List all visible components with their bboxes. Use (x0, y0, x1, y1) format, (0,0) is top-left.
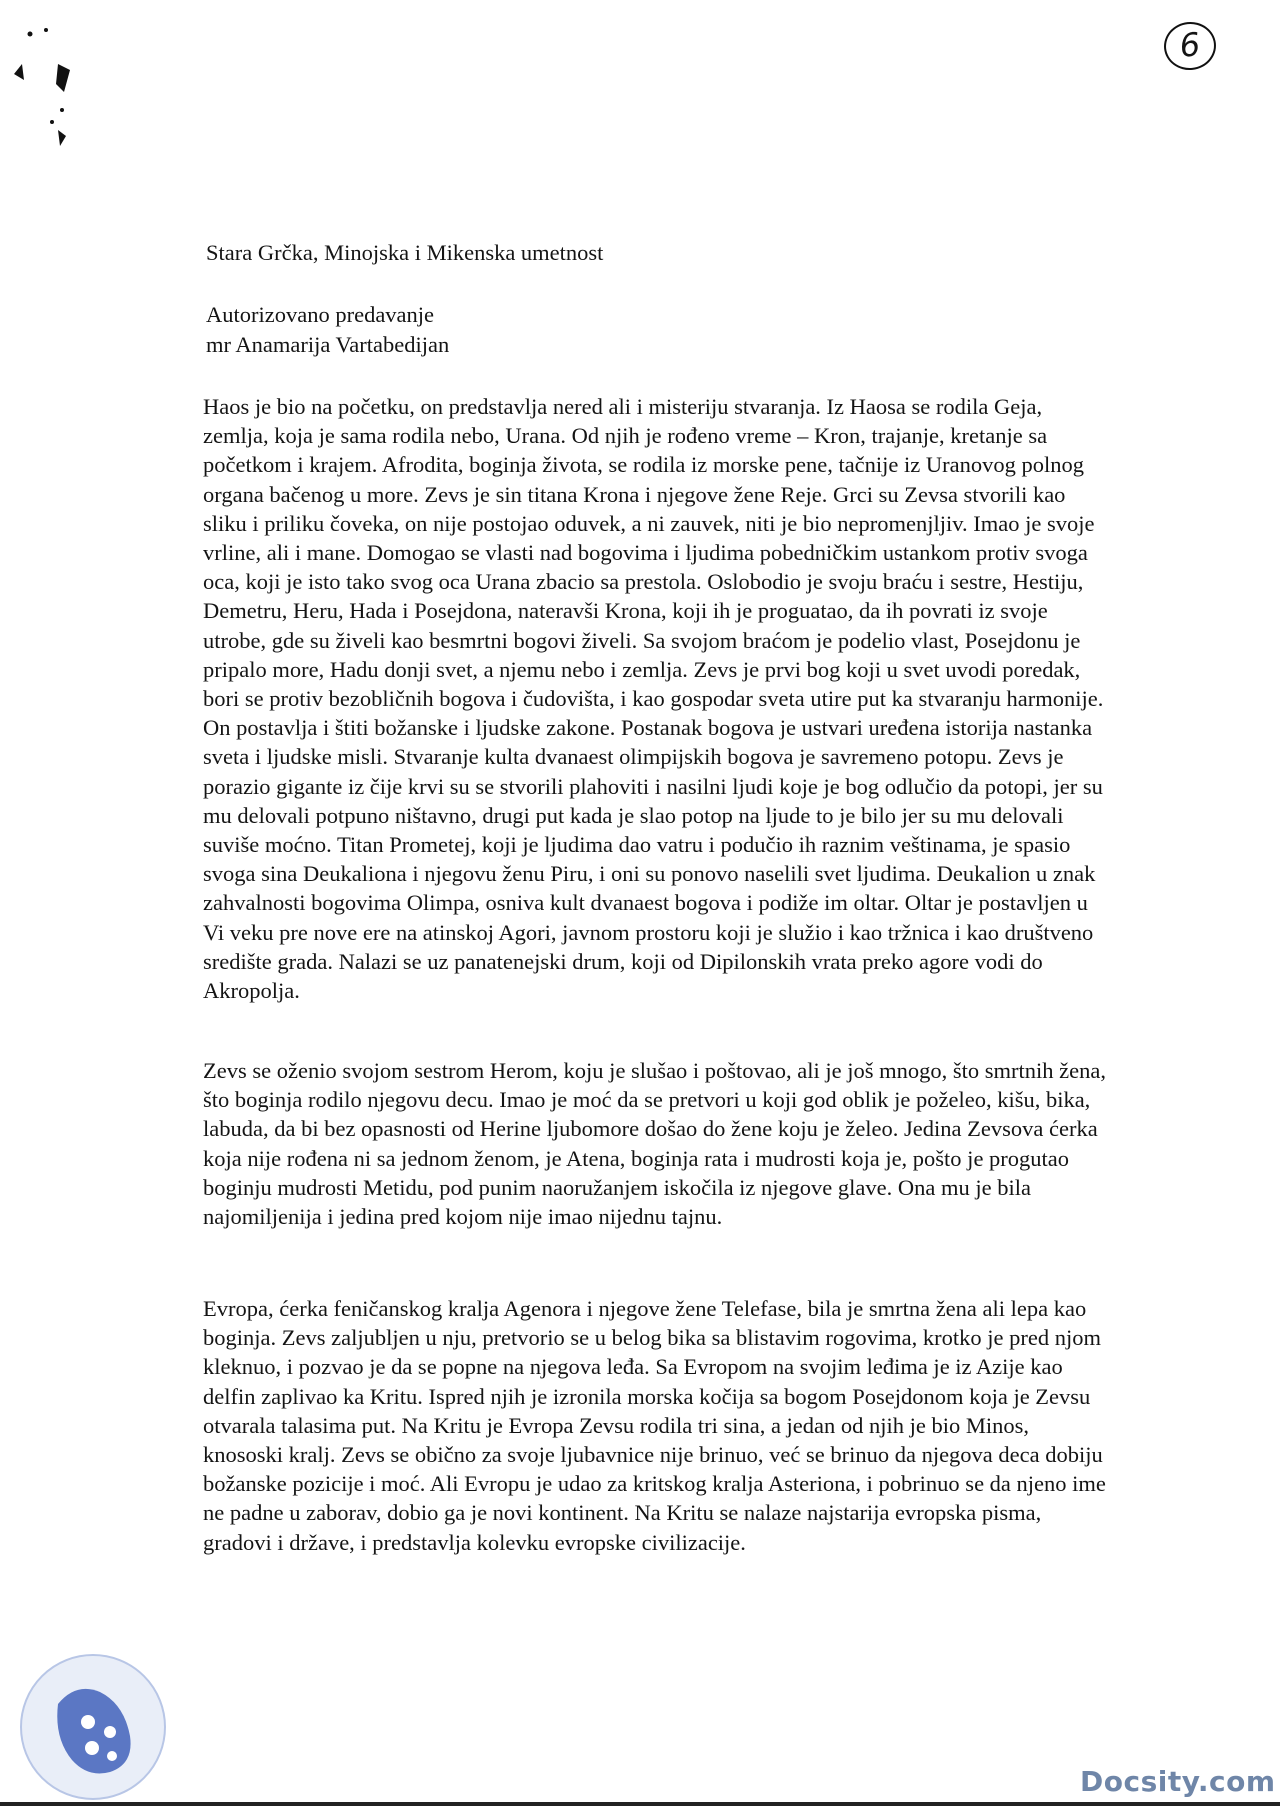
paragraph-europa: Evropa, ćerka feničanskog kralja Agenora i njegove žene Telefase, bila je smrtna žena ali lepa kao boginja. Zevs zaljubljen u nju, pretvorio se u belog bika sa blistavim rogovima, krotko je pred njom kleknuo, i pozvao je da se popne na njegova leđa. Sa Evropom na svojim leđima je iz Azije kao delfin zaplivao ka Kritu. Ispred njih je izronila morska kočija sa bogom Posejdonom koja je Zevsu otvarala talasima put. Na Kritu je Evropa Zevsu rodila tri sina, a jedan od njih je bio Minos, knososki kralj. Zevs se obično za svoje ljubavnice nije brinuo, već se brinuo da njegova deca dobiju božanske pozicije i moć. Ali Evropu je udao za kritskog kralja Asteriona, i pobrinuo se da njeno ime ne padne u zaborav, dobio ga je novi kontinent. Na Kritu se nalaze najstarija evropska pisma, gradovi i države, i predstavlja kolevku evropske civilizacije. (203, 1296, 1106, 1555)
paragraph-zeus-hera: Zevs se oženio svojom sestrom Herom, koju je slušao i poštovao, ali je još mnogo, što smrtnih žena, što boginja rodilo njegovu decu. Imao je moć da se pretvori u koji god oblik je poželeo, kišu, bika, labuda, da bi bez opasnosti od Herine ljubomore došao do žene koju je želeo. Jedina Zevsova ćerka koja nije rođena ni sa jednom ženom, je Atena, boginja rata i mudrosti koja je, pošto je progutao boginju mudrosti Metidu, pod punim naoružanjem iskočila iz njegove glave. Ona mu je bila najomiljenija i jedina pred kojom nije imao nijednu tajnu. (203, 1058, 1106, 1230)
subtitle-line-type: Autorizovano predavanje (206, 302, 435, 327)
scan-specks (0, 0, 100, 170)
page-bottom-rule (0, 1802, 1280, 1806)
docsity-watermark: Docsity.com (1080, 1765, 1276, 1798)
docsity-logo-icon (18, 1652, 168, 1802)
paragraph-chaos-zeus: Haos je bio na početku, on predstavlja nered ali i misteriju stvaranja. Iz Haosa se rodila Geja, zemlja, koja je sama rodila nebo, Urana. Od njih je rođeno vreme – Kron, trajanje, kretanje sa početkom i krajem. Afrodita, boginja života, se rodila iz morske pene, tačnije iz Uranovog polnog organa bačenog u more. Zevs je sin titana Krona i njegove žene Reje. Grci su Zevsa stvorili kao sliku i priliku čoveka, on nije postojao oduvek, a ni zauvek, niti je bio nepromenjljiv. Imao je svoje vrline, ali i mane. Domogao se vlasti nad bogovima i ljudima pobedničkim ustankom protiv svoga oca, koji je isto tako svog oca Urana zbacio sa prestola. Oslobodio je svoju braću i sestre, Hestiju, Demetru, Heru, Hada i Posejdona, nateravši Krona, koji ih je proguatao, da ih povrati iz svoje utrobe, gde su živeli kao besmrtni bogovi živeli. Sa svojom braćom je podelio vlast, Posejdonu je pripalo more, Hadu donji svet, a njemu nebo i zemlja. Zevs je prvi bog koji u svet uvodi poredak, bori se protiv bezobličnih bogova i čudovišta, i kao gospodar sveta utire put ka stvaranju harmonije. On postavlja i štiti božanske i ljudske zakone. Postanak bogova je ustvari uređena istorija nastanka sveta i ljudske misli. Stvaranje kulta dvanaest olimpijskih bogova je savremeno potopu. Zevs je porazio gigante iz čije krvi su se stvorili plahoviti i nasilni ljudi koje je bog odlučio da potopi, jer su mu delovali potpuno ništavno, drugi put kada je slao potop na ljude to je bilo jer su mu delovali suviše moćno. Titan Prometej, koji je ljudima dao vatru i podučio ih raznim veštinama, je spasio svoga sina Deukaliona i njegovu ženu Piru, i oni su ponovo naselili svet ljudima. Deukalion u znak zahvalnosti bogovima Olimpa, osniva kult dvanaest bogova i podiže im oltar. Oltar je postavljen u Vi veku pre nove ere na atinskoj Agori, javnom prostoru koji je služio i kao tržnica i kao društveno središte grada. Nalazi se uz panatenejski drum, koji od Dipilonskih vrata preko agore vodi do Akropolja. (203, 394, 1104, 1004)
page-number: 6 (1162, 19, 1219, 72)
subtitle-line-author: mr Anamarija Vartabedijan (206, 332, 450, 357)
document-title: Stara Grčka, Minojska i Mikenska umetnost (206, 240, 604, 265)
lecture-subtitle (206, 300, 449, 360)
